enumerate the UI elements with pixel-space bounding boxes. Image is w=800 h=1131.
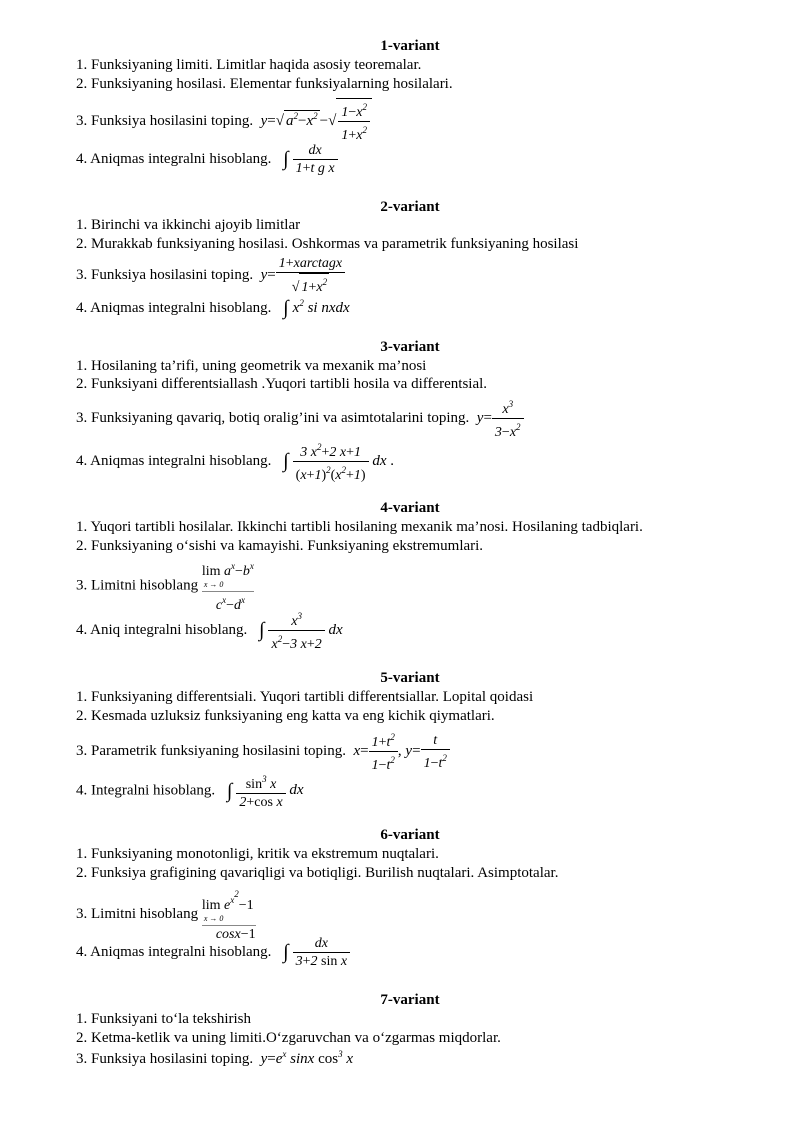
- question-item: 1. Funksiyani to‘la tekshirish: [76, 1011, 251, 1027]
- variant-title: 3-variant: [380, 339, 440, 355]
- formula: ∫ $\frac{\sin^3 x}{\text{2+cos x}}$ dx: [219, 782, 304, 798]
- question-item: [76, 98, 372, 144]
- question-item: 2. Funksiya grafigining qavariqligi va botiqligi. Burilish nuqtalari. Asimptotalar.: [76, 865, 559, 881]
- formula: ∫ $\frac{dx}{\text{1+t g x}}$: [275, 151, 338, 167]
- formula: $\lim e^{x^2}-1$ x → 0 cosx−1: [201, 889, 256, 942]
- question-item: 2. Funksiyani differentsiallash .Yuqori tartibli hosila va differentsial.: [76, 376, 488, 392]
- variant-title: 5-variant: [380, 670, 440, 686]
- question-item: [76, 771, 304, 811]
- question-item: 2. Funksiyaning o‘sishi va kamayishi. Funksiyaning ekstremumlari.: [76, 538, 484, 554]
- question-item: 2. Kesmada uzluksiz funksiyaning eng katta va eng kichik qiymatlari.: [76, 708, 495, 724]
- question-item: [76, 142, 338, 177]
- question-item: 2. Funksiyaning hosilasi. Elementar funksiyalarning hosilalari.: [76, 76, 453, 92]
- question-item: [76, 255, 345, 296]
- question-text: 3. Funksiya hosilasini toping.: [76, 1051, 254, 1067]
- question-item: [76, 729, 450, 774]
- variant-title: 2-variant: [380, 199, 440, 215]
- variant-title: 1-variant: [380, 38, 440, 54]
- question-text: 3. Limitni hisoblang: [76, 577, 199, 594]
- formula: x= $\frac{1+t^2}{1-t^2}$ , y= $\frac{t}{1-t^2}$: [350, 743, 450, 759]
- question-item: 1. Yuqori tartibli hosilalar. Ikkinchi tartibli hosilaning mexanik ma’nosi. Hosilaning tadbiqlari.: [76, 519, 643, 535]
- formula: y= $\frac{x^3}{3-x^2}$: [473, 410, 524, 426]
- question-item: [76, 396, 524, 441]
- question-item: [76, 935, 350, 970]
- question-text: 3. Limitni hisoblang: [76, 905, 199, 922]
- question-item: 1. Hosilaning ta’rifi, uning geometrik va mexanik ma’nosi: [76, 358, 427, 374]
- question-text: 3. Funksiyaning qavariq, botiq oralig’ini va asimtotalarini toping.: [76, 409, 470, 426]
- question-item: 1. Funksiyaning monotonligi, kritik va ekstremum nuqtalari.: [76, 846, 439, 862]
- question-item: [76, 1049, 353, 1068]
- question-item: [76, 297, 350, 320]
- formula: y=√ $a^2-x^2$ −√ $\frac{1-x^2}{1+x^2}$: [257, 113, 372, 129]
- question-text: 3. Parametrik funksiyaning hosilasini toping.: [76, 742, 346, 759]
- question-item: [76, 558, 254, 614]
- formula: $y=e^x$ sinx $\cos^3 x$: [256, 1049, 353, 1067]
- question-item: 2. Murakkab funksiyaning hosilasi. Oshkormas va parametrik funksiyaning hosilasi: [76, 236, 579, 252]
- question-text: 4. Aniqmas integralni hisoblang.: [76, 150, 272, 167]
- question-item: 1. Birinchi va ikkinchi ajoyib limitlar: [76, 217, 301, 233]
- question-item: [76, 439, 394, 484]
- question-text: 3. Funksiya hosilasini toping.: [76, 266, 254, 283]
- question-text: 4. Aniqmas integralni hisoblang.: [76, 943, 272, 960]
- question-item: 1. Funksiyaning limiti. Limitlar haqida asosiy teoremalar.: [76, 57, 422, 73]
- variant-title: 6-variant: [380, 827, 440, 843]
- variant-title: 7-variant: [380, 992, 440, 1008]
- question-text: 4. Integralni hisoblang.: [76, 782, 216, 799]
- formula: $\lim a^x-b^x$ x → 0 $c^x-d^x$: [201, 561, 254, 613]
- question-text: 3. Funksiya hosilasini toping.: [76, 112, 254, 129]
- question-item: 2. Ketma-ketlik va uning limiti.O‘zgaruvchan va o‘zgarmas miqdorlar.: [76, 1030, 501, 1046]
- formula: ∫ $\frac{dx}{\text{3+2 sin x}}$: [275, 944, 350, 960]
- question-text: 4. Aniqmas integralni hisoblang.: [76, 452, 272, 469]
- formula: y= $\frac{\text{1+xarctagx}}{√ 1+x^2}$: [257, 267, 345, 283]
- question-text: 4. Aniqmas integralni hisoblang.: [76, 299, 272, 316]
- formula: ∫ $x^2$ si nxdx: [283, 297, 350, 319]
- formula: ∫ $\frac{3 x^2+2 x+1}{(x+1)^2(x^2+1)}$ dx .: [275, 453, 394, 469]
- question-text: 4. Aniq integralni hisoblang.: [76, 621, 248, 638]
- formula: ∫ $\frac{x^3}{x^2-3 x+2}$ dx: [251, 622, 343, 638]
- variant-title: 4-variant: [380, 500, 440, 516]
- question-item: 1. Funksiyaning differentsiali. Yuqori tartibli differentsiallar. Lopital qoidasi: [76, 689, 534, 705]
- question-item: [76, 608, 343, 653]
